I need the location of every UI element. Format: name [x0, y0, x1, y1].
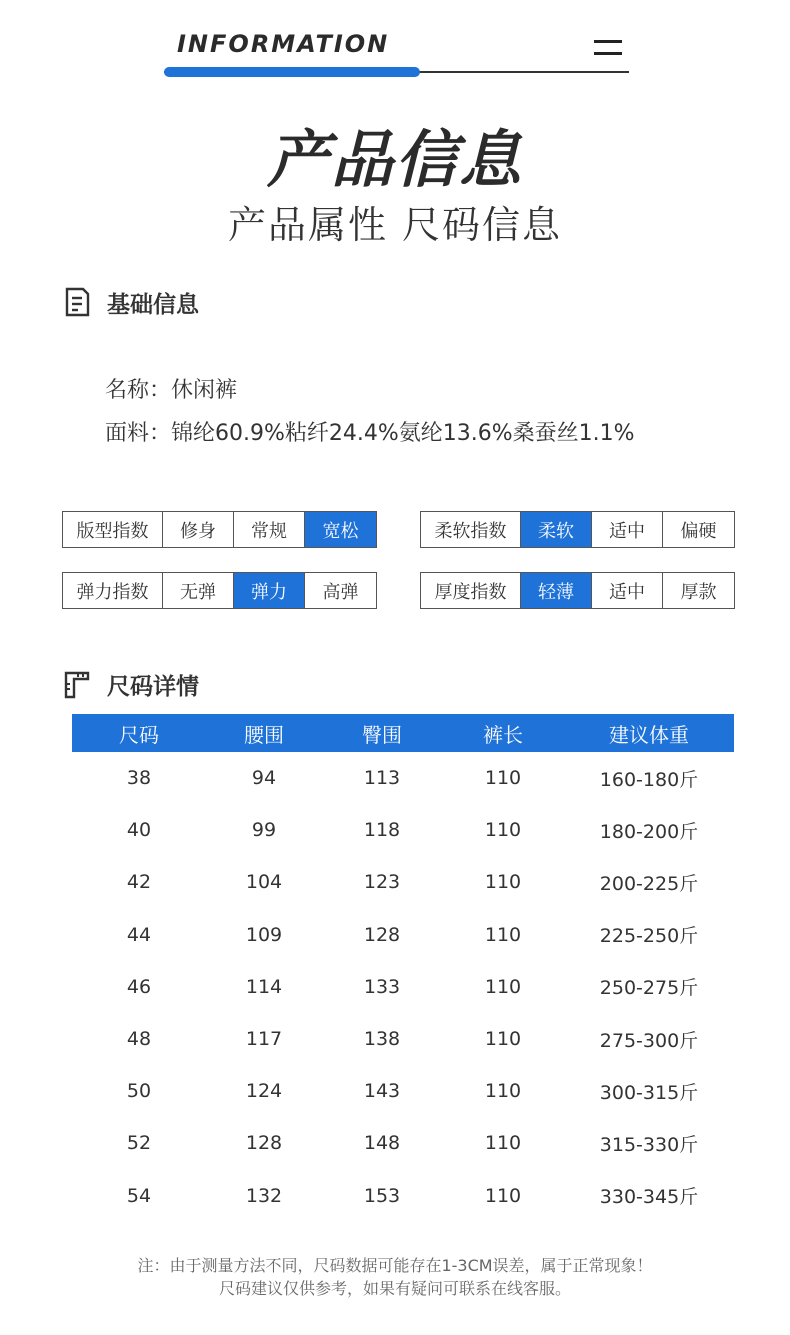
index-option: 偏硬 — [680, 520, 717, 542]
table-cell: 225-250斤 — [599, 925, 699, 948]
table-cell: 44 — [126, 923, 152, 946]
table-cell: 110 — [484, 1028, 522, 1051]
table-row — [72, 961, 734, 1013]
table-cell: 153 — [363, 1184, 401, 1207]
table-cell: 132 — [245, 1184, 283, 1207]
table-cell: 330-345斤 — [599, 1186, 699, 1209]
size-table-body — [72, 752, 734, 1222]
index-option: 适中 — [592, 573, 663, 608]
size-label: 尺码详情 — [107, 673, 199, 700]
table-cell: 110 — [484, 1080, 522, 1103]
table-cell: 275-300斤 — [599, 1029, 699, 1052]
column-header: 腰围 — [244, 722, 284, 747]
menu-icon[interactable] — [594, 40, 622, 56]
table-cell: 54 — [126, 1184, 152, 1207]
table-row — [72, 1013, 734, 1065]
index-option: 厚款 — [680, 581, 717, 603]
index-option-selected: 弹力 — [234, 573, 305, 608]
table-cell: 118 — [363, 819, 401, 842]
table-cell: 123 — [363, 871, 401, 894]
table-cell: 110 — [484, 819, 522, 842]
index-table-softness — [420, 511, 735, 548]
index-label: 弹力指数 — [63, 573, 163, 608]
table-row — [72, 804, 734, 856]
index-option-selected: 柔软 — [521, 512, 592, 547]
index-table-thickness — [420, 572, 735, 609]
table-cell: 110 — [484, 1132, 522, 1155]
table-cell: 38 — [126, 767, 152, 790]
index-option: 常规 — [234, 512, 305, 547]
basic-info-heading — [64, 285, 199, 319]
size-heading — [64, 667, 199, 701]
column-header: 建议体重 — [609, 722, 689, 747]
ruler-icon — [64, 669, 90, 699]
table-cell: 42 — [126, 871, 152, 894]
document-icon — [64, 287, 90, 317]
index-option: 高弹 — [322, 581, 359, 603]
index-label: 版型指数 — [63, 512, 163, 547]
table-cell: 50 — [126, 1080, 152, 1103]
table-cell: 128 — [363, 923, 401, 946]
header-accent-bar — [164, 67, 420, 77]
table-cell: 128 — [245, 1132, 283, 1155]
index-option: 修身 — [163, 512, 234, 547]
column-header: 尺码 — [119, 722, 159, 747]
table-row — [72, 1117, 734, 1169]
product-fabric: 面料：锦纶60.9%粘纤24.4%氨纶13.6%桑蚕丝1.1% — [105, 421, 635, 446]
table-cell: 104 — [245, 871, 283, 894]
table-cell: 48 — [126, 1028, 152, 1051]
product-name: 名称：休闲裤 — [105, 378, 238, 403]
table-cell: 110 — [484, 767, 522, 790]
table-cell: 110 — [484, 871, 522, 894]
table-cell: 124 — [245, 1080, 283, 1103]
index-option-selected: 轻薄 — [521, 573, 592, 608]
index-option-selected: 宽松 — [305, 512, 376, 547]
table-cell: 180-200斤 — [599, 820, 699, 843]
table-cell: 110 — [484, 1184, 522, 1207]
page-title: 产品信息 — [266, 123, 523, 196]
table-cell: 200-225斤 — [599, 872, 699, 895]
table-cell: 110 — [484, 975, 522, 998]
table-row — [72, 1170, 734, 1222]
table-cell: 133 — [363, 975, 401, 998]
table-cell: 94 — [251, 767, 277, 790]
table-row — [72, 752, 734, 804]
table-cell: 114 — [245, 975, 283, 998]
index-table-elasticity — [62, 572, 377, 609]
table-cell: 315-330斤 — [599, 1133, 699, 1156]
index-option: 无弹 — [163, 573, 234, 608]
table-cell: 113 — [363, 767, 401, 790]
table-cell: 250-275斤 — [599, 977, 699, 1000]
table-cell: 110 — [484, 923, 522, 946]
table-cell: 117 — [245, 1028, 283, 1051]
table-cell: 143 — [363, 1080, 401, 1103]
table-cell: 300-315斤 — [599, 1081, 699, 1104]
column-header: 裤长 — [483, 722, 523, 747]
note-line-1: 注：由于测量方法不同，尺码数据可能存在1-3CM误差，属于正常现象！ — [137, 1256, 653, 1275]
table-cell: 52 — [126, 1132, 152, 1155]
table-row — [72, 1065, 734, 1117]
size-table — [72, 714, 734, 1222]
table-cell: 160-180斤 — [599, 768, 699, 791]
column-header: 臀围 — [362, 722, 402, 747]
index-option: 适中 — [592, 512, 663, 547]
index-table-fit — [62, 511, 377, 548]
table-cell: 109 — [245, 923, 283, 946]
table-row — [72, 856, 734, 908]
page-subtitle: 产品属性 尺码信息 — [227, 203, 563, 247]
basic-info-label: 基础信息 — [107, 291, 199, 318]
table-cell: 46 — [126, 975, 152, 998]
table-row — [72, 909, 734, 961]
header-title: INFORMATION — [177, 30, 390, 58]
table-cell: 148 — [363, 1132, 401, 1155]
table-cell: 99 — [251, 819, 277, 842]
table-cell: 40 — [126, 819, 152, 842]
size-table-header — [72, 714, 734, 752]
note-line-2: 尺码建议仅供参考，如果有疑问可联系在线客服。 — [218, 1279, 571, 1298]
index-label: 柔软指数 — [421, 512, 521, 547]
index-label: 厚度指数 — [421, 573, 521, 608]
table-cell: 138 — [363, 1028, 401, 1051]
